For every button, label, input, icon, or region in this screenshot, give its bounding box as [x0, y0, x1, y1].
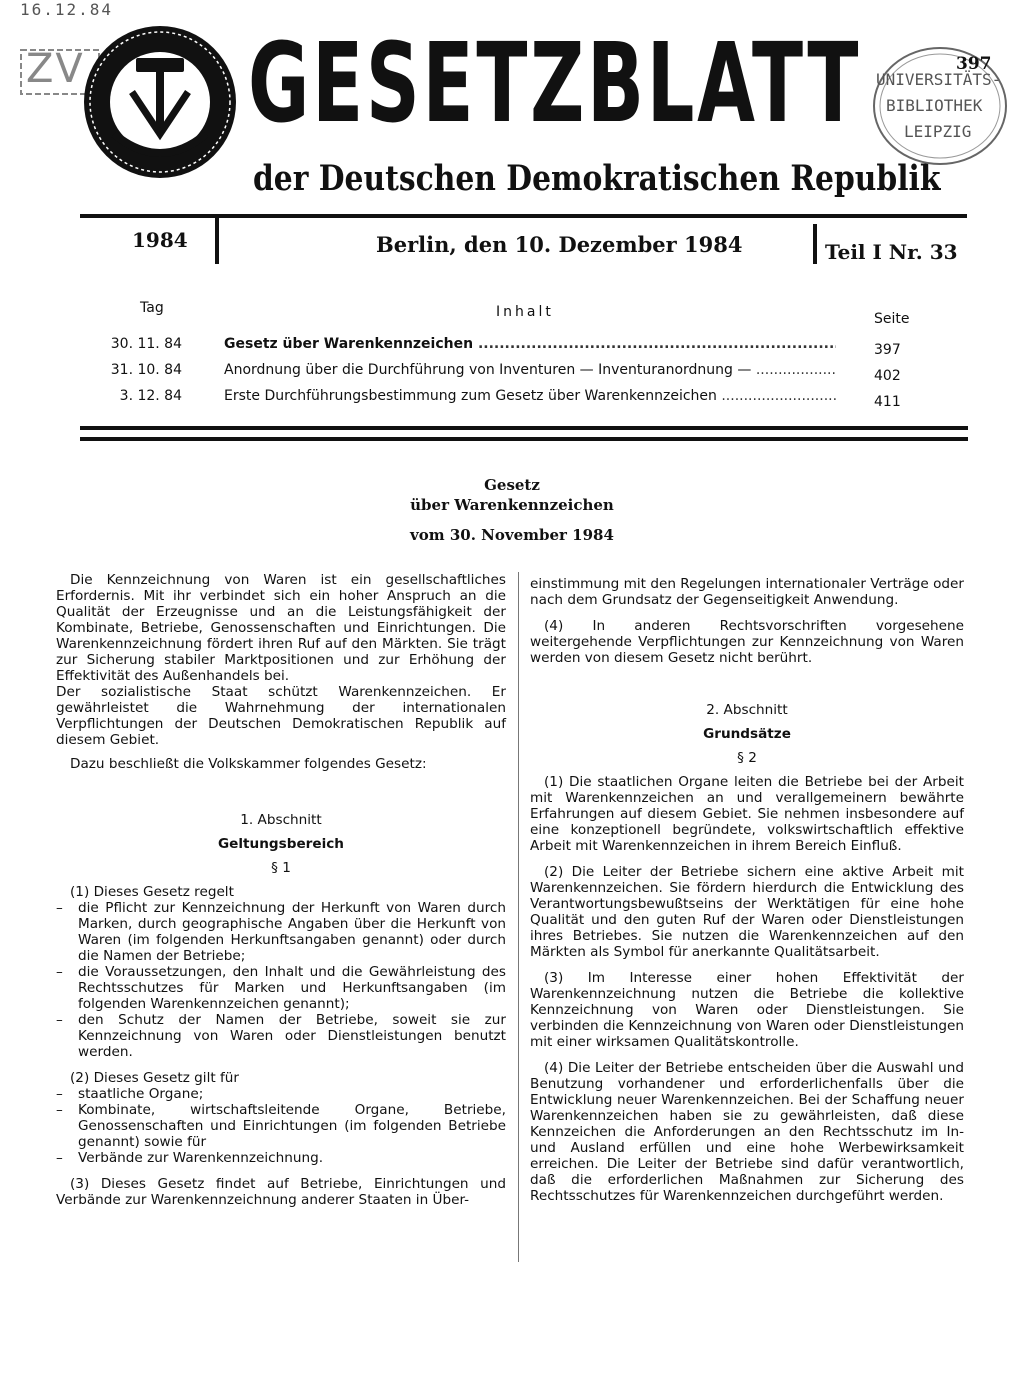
toc-title: Erste Durchführungsbestimmung zum Gesetz über Warenkennzeichen ..... [224, 388, 836, 404]
intro-paragraph: Die Kennzeichnung von Waren ist ein gesellschaftliches Erfordernis. Mit ihr verbindet sich ein hoher Anspruch an die Qualität der Erzeugnisse und an die Leistungsfähigkeit der Kombinate, Betriebe, Genossenschaften und Einrichtungen. Die Warenkennzeichnung fördert ihren Ruf auf den Märkten. Sie trägt zur Sicherung stabiler Marktpositionen und zur Erhöhung der Effektivität des Außenhandels bei. [56, 572, 506, 684]
subsection: (4) In anderen Rechtsvorschriften vorgesehene weitergehende Verpflichtungen zur Kennzeichnung von Waren werden von diesem Gesetz nicht berührt. [530, 618, 964, 666]
stamp-line-2: BIBLIOTHEK [886, 96, 983, 115]
subsection: (3) Im Interesse einer hohen Effektivität der Warenkennzeichnung nutzen die Betriebe die kollektive Kennzeichnung von Waren oder Dienstleistungen. Sie verbinden die Kennzeichnung von Waren oder Dienstleistungen mit einer wirksamen Qualitätskontrolle. [530, 970, 964, 1050]
list-item: – staatliche Organe; [56, 1086, 506, 1102]
zv-stamp-text: ZV [26, 46, 85, 92]
issue-date: Berlin, den 10. Dezember 1984 [376, 232, 743, 257]
list-item: – Verbände zur Warenkennzeichnung. [56, 1150, 506, 1166]
issue-part: Teil I Nr. 33 [825, 240, 958, 264]
subsection: (1) Die staatlichen Organe leiten die Betriebe bei der Arbeit mit Warenkennzeichen an und verallgemeinern bewährte Erfahrungen auf diesem Gebiet. Sie nehmen insbesondere auf eine konzeptionell begründete, volkswirtschaftlich effektive Arbeit mit Warenkennzeichen in ihrem Bereich Einfluß. [530, 774, 964, 854]
contents-rule-bottom [80, 437, 968, 441]
state-emblem-icon [80, 22, 240, 182]
list-item: – die Pflicht zur Kennzeichnung der Herkunft von Waren durch Marken, durch geographische Angaben über die Herkunft von Waren (im folgenden Herkunftsangaben genannt) oder durch die Namen der Betriebe; [56, 900, 506, 964]
toc-page: 397 [874, 342, 901, 358]
top-mark: 16.12.84 [20, 0, 114, 19]
toc-date: 31. 10. 84 [110, 362, 182, 378]
subsection: (3) Dieses Gesetz findet auf Betriebe, Einrichtungen und Verbände zur Warenkennzeichnung anderer Staaten in Über- [56, 1176, 506, 1208]
paragraph-sign: § 2 [737, 750, 757, 766]
toc-title: Anordnung über die Durchführung von Inventuren — Inventuranordnung — ..... [224, 362, 836, 378]
law-date: vom 30. November 1984 [410, 526, 614, 544]
page-number: 397 [956, 54, 992, 74]
section-title: Geltungsbereich [218, 836, 344, 852]
law-title: Gesetz [484, 476, 540, 494]
law-subject: über Warenkennzeichen [410, 496, 614, 514]
toc-row [100, 388, 920, 412]
header-divider-1 [215, 214, 219, 264]
continuation-text: einstimmung mit den Regelungen internationaler Verträge oder nach dem Grundsatz der Gegenseitigkeit Anwendung. [530, 576, 964, 608]
toc-date-header: Tag [140, 300, 164, 316]
paragraph-sign: § 1 [271, 860, 291, 876]
toc-title-header: Inhalt [496, 304, 554, 320]
masthead-title: GESETZBLATT [248, 19, 862, 147]
toc-page: 411 [874, 394, 901, 410]
subsection: (4) Die Leiter der Betriebe entscheiden über die Auswahl und Benutzung vorhandener und erforderlichenfalls über die Entwicklung neuer Warenkennzeichen. Bei der Schaffung neuer Warenkennzeichen haben sie zu gewährleisten, daß diese Kennzeichen die Anforderungen an den Rechtsschutz im In- und Ausland erfüllen und eine hohe Werbewirksamkeit erreichen. Die Leiter der Betriebe sind dafür verantwortlich, daß die erforderlichen Maßnahmen zur Sicherung des Rechtsschutzes für Warenkennzeichen durchgeführt werden. [530, 1060, 964, 1204]
toc-page: 402 [874, 368, 901, 384]
intro-paragraph: Der sozialistische Staat schützt Warenkennzeichen. Er gewährleistet die Wahrnehmung der internationalen Verpflichtungen der Deutschen Demokratischen Republik auf diesem Gebiet. [56, 684, 506, 748]
toc-date: 30. 11. 84 [110, 336, 182, 352]
list-item: – den Schutz der Namen der Betriebe, soweit sie zur Kennzeichnung von Waren oder Dienstleistungen benutzt werden. [56, 1012, 506, 1060]
subsection: (2) Dieses Gesetz gilt für [70, 1070, 239, 1086]
right-column [530, 576, 964, 1204]
issue-year: 1984 [132, 228, 188, 252]
stamp-line-1: UNIVERSITÄTS- [876, 70, 1002, 89]
enactment-clause: Dazu beschließt die Volkskammer folgendes Gesetz: [70, 756, 427, 772]
toc-page-header: Seite [874, 311, 910, 327]
left-column [56, 572, 506, 1208]
masthead-subtitle: der Deutschen Demokratischen Republik [253, 158, 941, 199]
subsection: (1) Dieses Gesetz regelt [70, 884, 234, 900]
stamp-line-3: LEIPZIG [904, 122, 972, 141]
toc-row [100, 362, 920, 386]
list-item: – Kombinate, wirtschaftsleitende Organe, Betriebe, Genossenschaften und Einrichtungen (im folgenden Betriebe genannt) sowie für [56, 1102, 506, 1150]
toc-title: Gesetz über Warenkennzeichen ..... [224, 336, 836, 352]
header-rule [80, 214, 967, 218]
header-divider-2 [813, 224, 817, 264]
toc-date: 3. 12. 84 [119, 388, 182, 404]
section-heading: 1. Abschnitt [240, 812, 322, 828]
section-heading: 2. Abschnitt [706, 702, 788, 718]
list-item: – die Voraussetzungen, den Inhalt und die Gewährleistung des Rechtsschutzes für Marken und Herkunftsangaben (im folgenden Warenkennzeichen genannt); [56, 964, 506, 1012]
subsection: (2) Die Leiter der Betriebe sichern eine aktive Arbeit mit Warenkennzeichen. Sie fördern hierdurch die Entwicklung des Verantwortungsbewußtseins der Werktätigen für eine hohe Qualität und den guten Ruf der Waren oder Dienstleistungen ihres Betriebes. Sie nutzen die Warenkennzeichen auf den Märkten als Symbol für anerkannte Qualitätsarbeit. [530, 864, 964, 960]
contents-rule-top [80, 426, 968, 430]
section-title: Grundsätze [703, 726, 791, 742]
column-divider [518, 572, 519, 1262]
toc-row [100, 336, 920, 360]
